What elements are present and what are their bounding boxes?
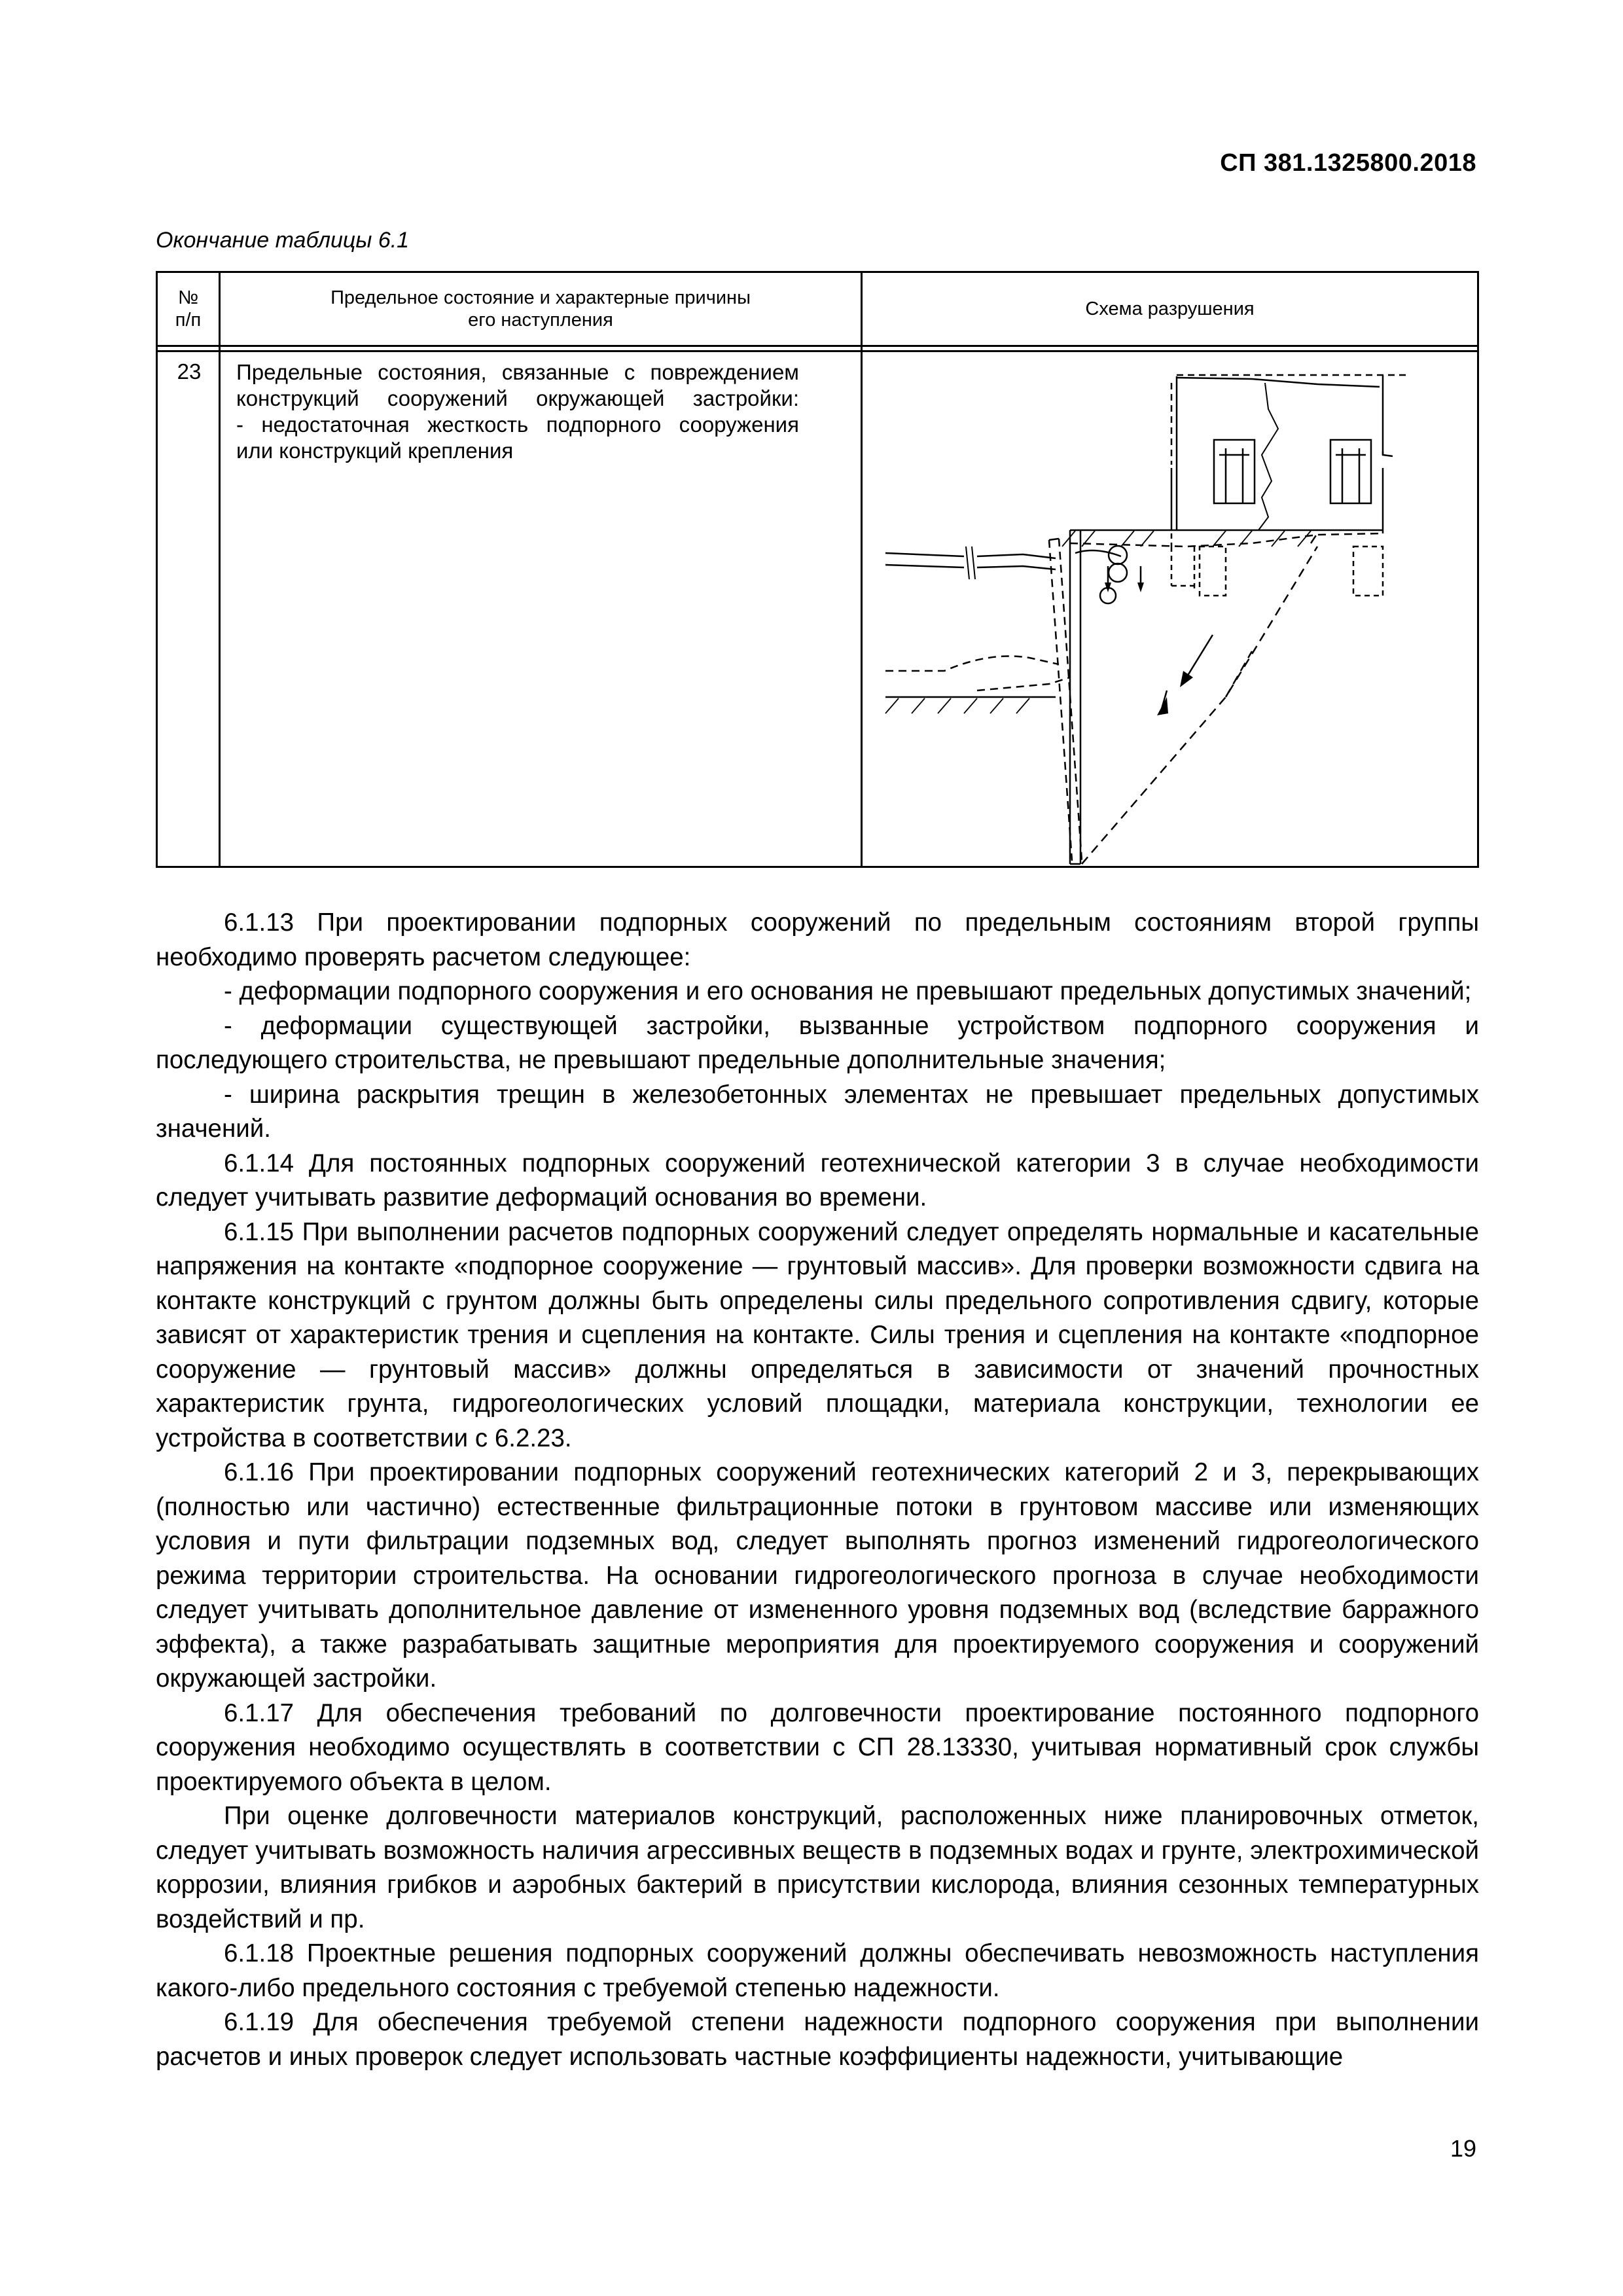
paragraph: 6.1.15 При выполнении расчетов подпорных сооружений следует определять нормальные и касательные напряжения на контакте «подпорное сооружение — грунтовый массив». Для проверки возможности сдвига на контакте конструкций с грунтом должны быть определены силы предельного сопротивления сдвигу, которые зависят от характеристик трения и сцепления на контакте. Силы трения и сцепления на контакте «подпорное сооружение — грунтовый массив» должны определяться в зависимости от значений прочностных характеристик грунта, гидрогеологических условий площадки, материала конструкции, технологии ее устройства в соответствии с 6.2.23.	[156, 1217, 1479, 1452]
excavation-bottom	[885, 656, 1070, 714]
ground-surface	[1062, 530, 1383, 547]
failure-scheme-drawing	[859, 357, 1474, 867]
column-header-number-line2: п/п	[175, 310, 202, 331]
column-header-state-line2: его наступления	[468, 310, 613, 331]
utility-pipe	[885, 547, 1056, 579]
paragraph: 6.1.13 При проектировании подпорных сооружений по предельным состояниям второй группы необходимо проверять расчетом следующее:	[156, 908, 1479, 971]
paragraph: 6.1.16 При проектировании подпорных сооружений геотехнических категорий 2 и 3, перекрывающих (полностью или частично) естественные фильтрационные потоки в грунтовом массиве или изменяющих условия и пути фильтрации подземных вод, следует выполнять прогноз изменений гидрогеологического режима территории строительства. На основании гидрогеологического прогноза в случае необходимости следует учитывать дополнительное давление от измененного уровня подземных вод (вследствие барражного эффекта), а также разрабатывать защитные мероприятия для проектируемого сооружения и сооружений окружающей застройки.	[156, 1458, 1479, 1693]
document-code: СП 381.1325800.2018	[1220, 149, 1476, 177]
paragraph: - деформации подпорного сооружения и его основания не превышают предельных допустимых значений;	[224, 977, 1472, 1005]
sliding-wedge	[1075, 533, 1317, 864]
building	[1171, 375, 1409, 596]
paragraph: - ширина раскрытия трещин в железобетонных элементах не превышает предельных допустимых значений.	[156, 1080, 1479, 1143]
row-description	[236, 359, 799, 464]
row-description-line: - недостаточная жесткость подпорного сооружения	[236, 412, 799, 437]
table-6-1	[156, 271, 1479, 868]
table-header-divider	[158, 350, 1477, 352]
paragraph: - деформации существующей застройки, вызванные устройством подпорного сооружения и последующего строительства, не превышают предельные дополнительные значения;	[156, 1011, 1479, 1074]
row-description-line: Предельные состояния, связанные с повреждением	[236, 360, 799, 384]
paragraph: 6.1.17 Для обеспечения требований по долговечности проектирование постоянного подпорного сооружения необходимо осуществлять в соответствии с СП 28.13330, учитывая нормативный срок службы проектируемого объекта в целом.	[156, 1698, 1479, 1796]
page-number: 19	[1450, 2135, 1476, 2162]
paragraph: 6.1.19 Для обеспечения требуемой степени надежности подпорного сооружения при выполнении расчетов и иных проверок следует использовать частные коэффициенты надежности, учитывающие	[156, 2008, 1479, 2071]
paragraph: 6.1.14 Для постоянных подпорных сооружений геотехнической категории 3 в случае необходимости следует учитывать развитие деформаций основания во времени.	[156, 1149, 1479, 1211]
row-description-line: конструкций сооружений окружающей застройки:	[236, 386, 799, 410]
paragraph: 6.1.18 Проектные решения подпорных сооружений должны обеспечивать невозможность наступления какого-либо предельного состояния с требуемой степенью надежности.	[156, 1939, 1479, 2002]
table-caption: Окончание таблицы 6.1	[156, 228, 410, 253]
column-header-scheme: Схема разрушения	[1085, 298, 1255, 319]
body-text	[156, 906, 1479, 2074]
column-header-state-line1: Предельное состояние и характерные причины	[330, 287, 751, 308]
row-description-line: или конструкций крепления	[236, 439, 514, 463]
column-header-state	[221, 273, 861, 345]
column-header-number-line1: №	[177, 287, 199, 308]
row-number: 23	[177, 359, 202, 384]
paragraph: При оценке долговечности материалов конструкций, расположенных ниже планировочных отметок, следует учитывать возможность наличия агрессивных веществ в подземных водах и грунте, электрохимической коррозии, влияния грибков и аэробных бактерий в присутствии кислорода, влияния сезонных температурных воздействий и пр.	[156, 1802, 1479, 1933]
column-header-number	[158, 273, 219, 345]
table-header-divider	[158, 345, 1477, 347]
